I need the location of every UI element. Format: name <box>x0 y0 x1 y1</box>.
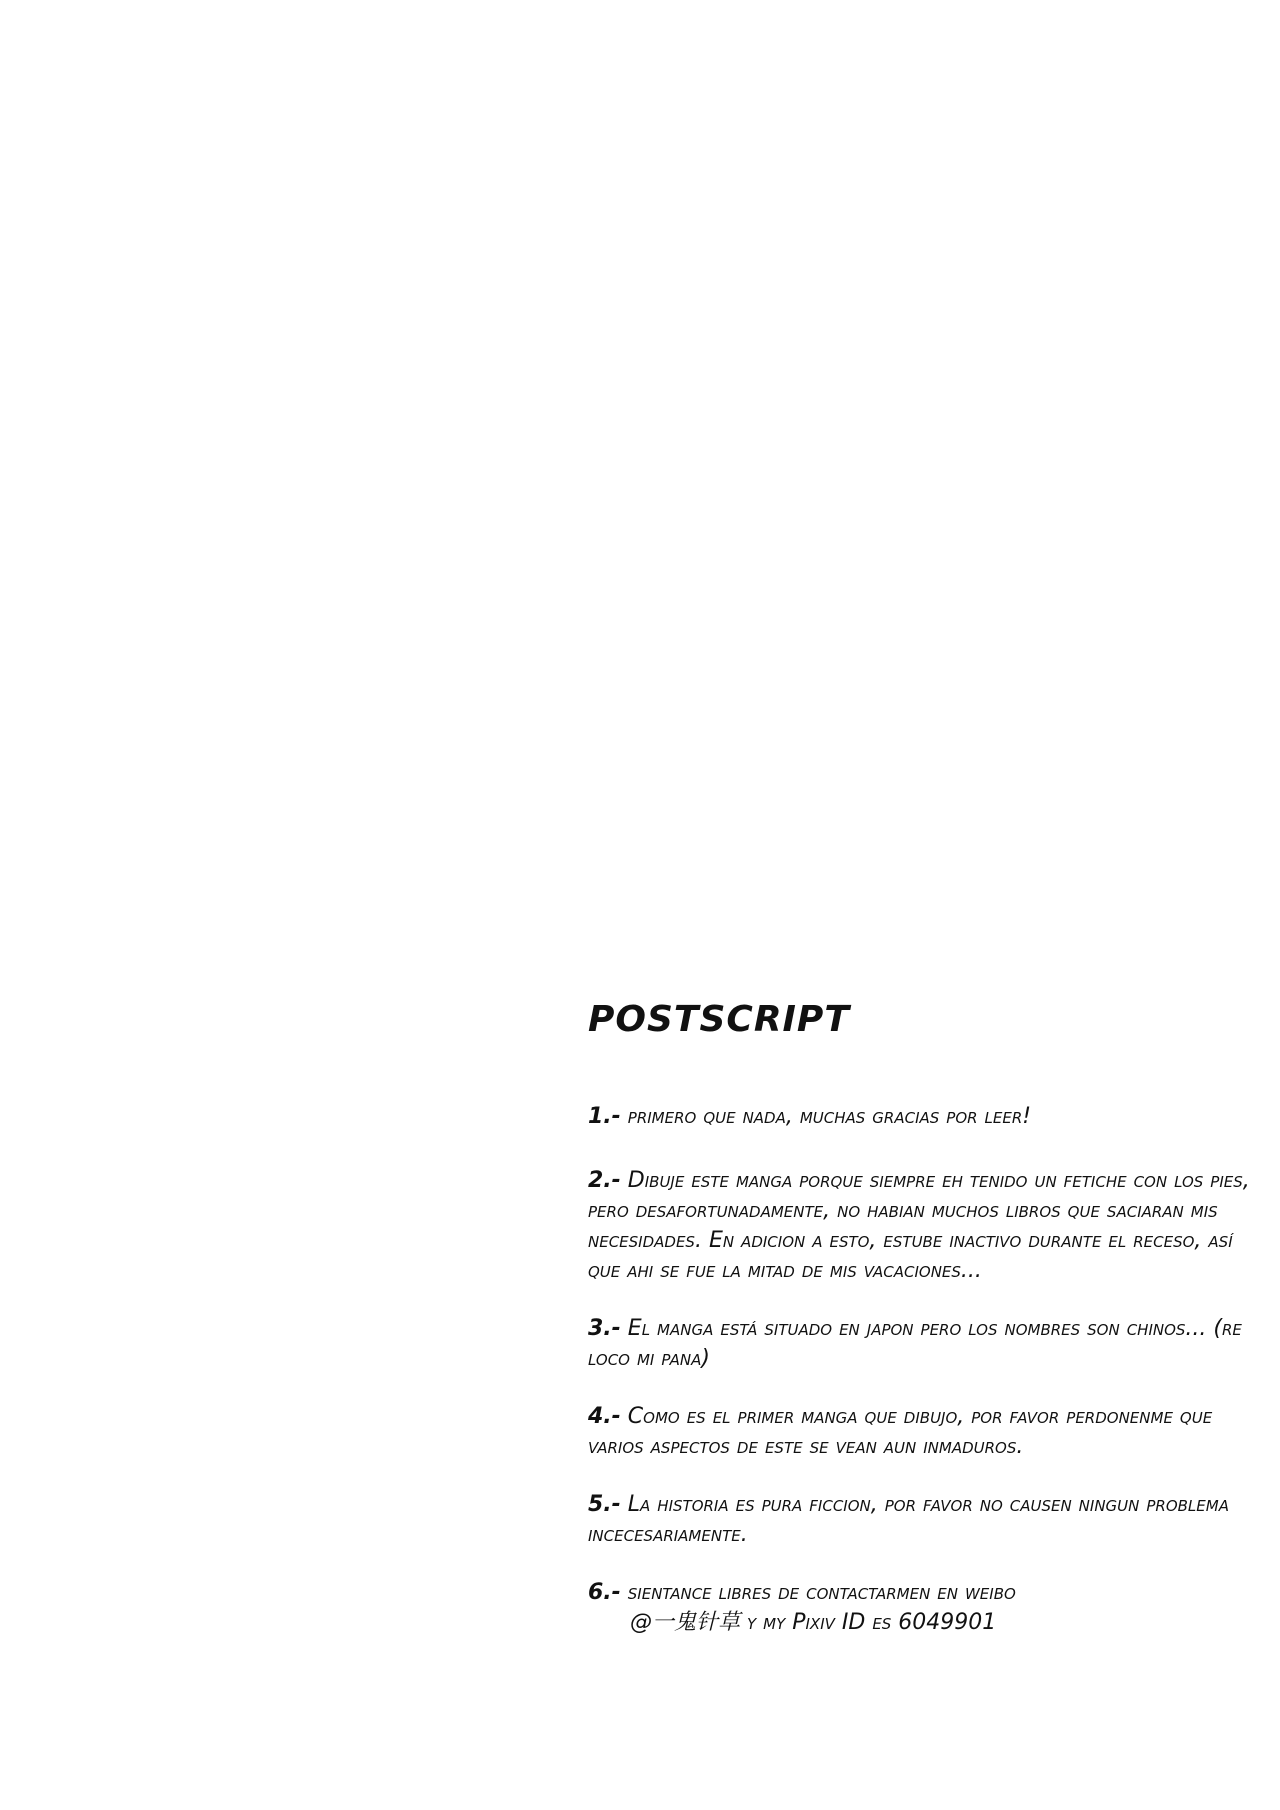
note-text: La historia es pura ficcion, por favor no causen ningun problema incecesariamente. <box>588 1492 1229 1547</box>
note-continuation: @一鬼针草 y my Pixiv ID es 6049901 <box>630 1610 997 1635</box>
note-5 <box>588 1490 1258 1550</box>
note-text: Como es el primer manga que dibujo, por favor perdonenme que varios aspectos de este se vean aun inmaduros. <box>588 1404 1213 1459</box>
note-number: 2.- <box>588 1168 621 1193</box>
note-text: primero que nada, muchas gracias por leer! <box>620 1104 1032 1129</box>
note-number: 4.- <box>588 1404 621 1429</box>
note-4 <box>588 1402 1258 1462</box>
postscript-title: POSTSCRIPT <box>588 999 850 1040</box>
note-text: El manga está situado en japon pero los nombres son chinos... (re loco mi pana) <box>588 1316 1242 1371</box>
postscript-section <box>588 1000 1258 1666</box>
note-number: 6.- <box>588 1580 621 1605</box>
note-3 <box>588 1314 1258 1374</box>
note-text: Dibuje este manga porque siempre eh tenido un fetiche con los pies, pero desafortunadamente, no habian muchos libros que saciaran mis necesidades. En adicion a esto, estube inactivo durante el receso, así que ahi se fue la mitad de mis vacaciones... <box>588 1168 1250 1283</box>
note-text: sientance libres de contactarmen en weibo <box>620 1580 1016 1605</box>
note-6 <box>588 1578 1258 1638</box>
note-number: 5.- <box>588 1492 621 1517</box>
note-1 <box>588 1102 1258 1132</box>
note-number: 1.- <box>588 1104 621 1129</box>
note-number: 3.- <box>588 1316 621 1341</box>
note-2 <box>588 1166 1258 1286</box>
